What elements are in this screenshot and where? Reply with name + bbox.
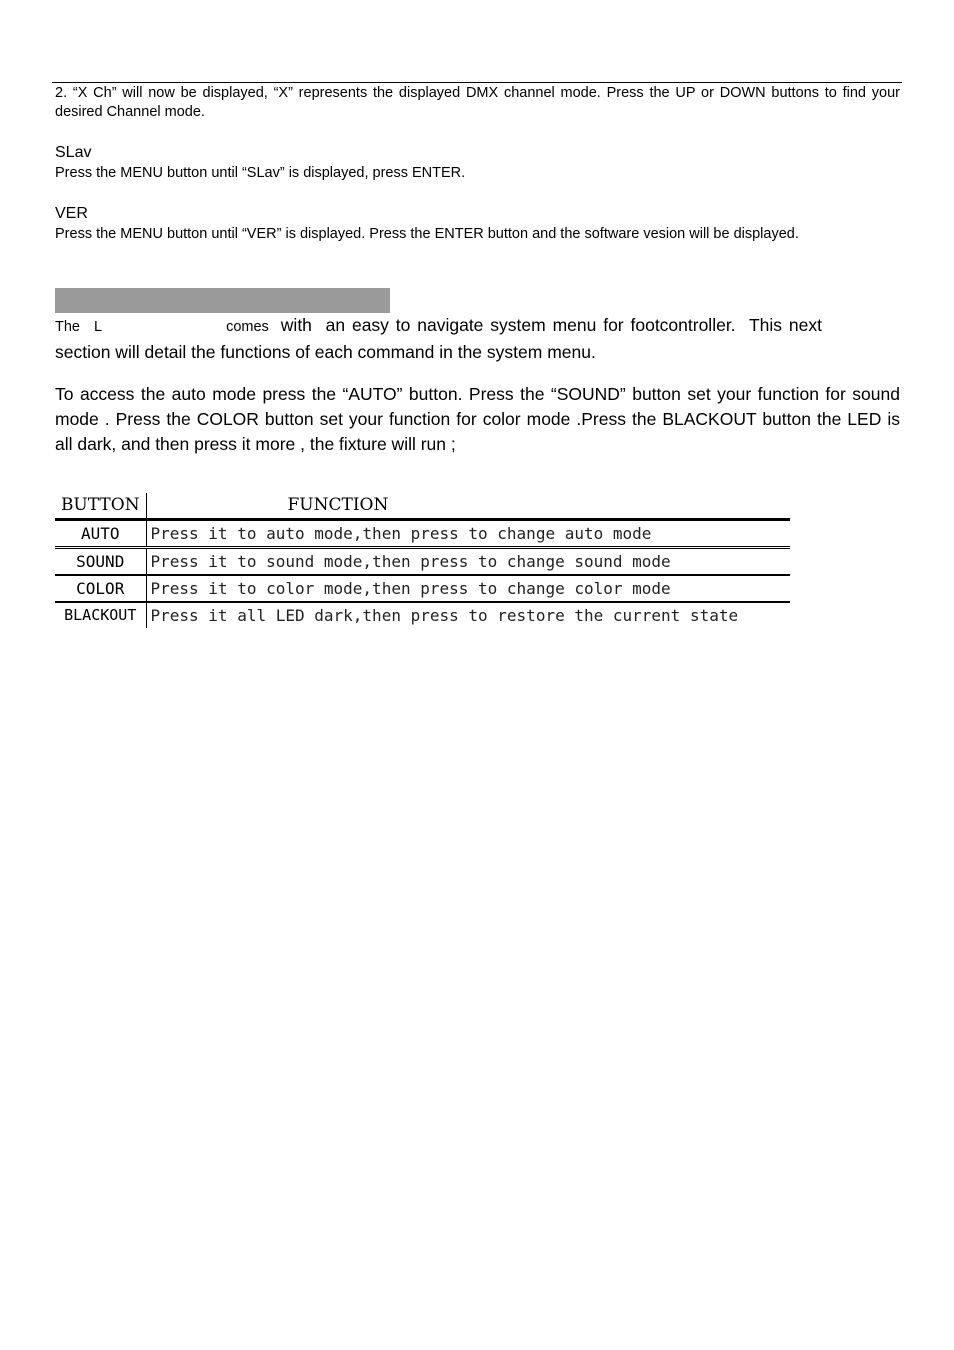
row-button: BLACKOUT <box>55 602 146 628</box>
table-row <box>55 602 790 628</box>
header-function: FUNCTION <box>146 493 790 520</box>
row-button: COLOR <box>55 575 146 602</box>
row-button: AUTO <box>55 520 146 548</box>
channel-mode-paragraph: 2. “X Ch” will now be displayed, “X” represents the displayed DMX channel mode. Press the UP or DOWN buttons to find your desired Channel mode. <box>55 85 900 120</box>
intro-paragraph <box>55 313 900 365</box>
table-row <box>55 548 790 576</box>
row-function: Press it to color mode,then press to change color mode <box>146 575 790 602</box>
row-function: Press it to auto mode,then press to change auto mode <box>146 520 790 548</box>
section-title-bar <box>55 288 390 313</box>
intro-line-2: section will detail the functions of each command in the system menu. <box>55 342 596 362</box>
table-header-row <box>55 493 790 520</box>
ver-heading: VER <box>55 205 88 222</box>
table-row <box>55 520 790 548</box>
intro-l: L <box>94 319 103 335</box>
ver-paragraph: Press the MENU button until “VER” is displayed. Press the ENTER button and the software vesion will be displayed. <box>55 226 799 242</box>
row-function: Press it to sound mode,then press to change sound mode <box>146 548 790 576</box>
table-row <box>55 575 790 602</box>
intro-comes: comes <box>226 319 269 335</box>
header-button: BUTTON <box>55 493 146 520</box>
slav-heading: SLav <box>55 144 92 161</box>
intro-rest: with an easy to navigate system menu for footcontroller. This next <box>280 315 822 335</box>
auto-mode-paragraph: To access the auto mode press the “AUTO” button. Press the “SOUND” button set your function for sound mode . Press the COLOR button set your function for color mode .Press the BLACKOUT button the LED is all dark, and then press it more , the fixture will run ; <box>55 384 900 454</box>
slav-paragraph: Press the MENU button until “SLav” is displayed, press ENTER. <box>55 165 466 181</box>
top-rule <box>52 82 902 83</box>
intro-the: The <box>55 319 80 335</box>
row-button: SOUND <box>55 548 146 576</box>
function-table <box>55 493 790 628</box>
row-function: Press it all LED dark,then press to restore the current state <box>150 606 739 625</box>
